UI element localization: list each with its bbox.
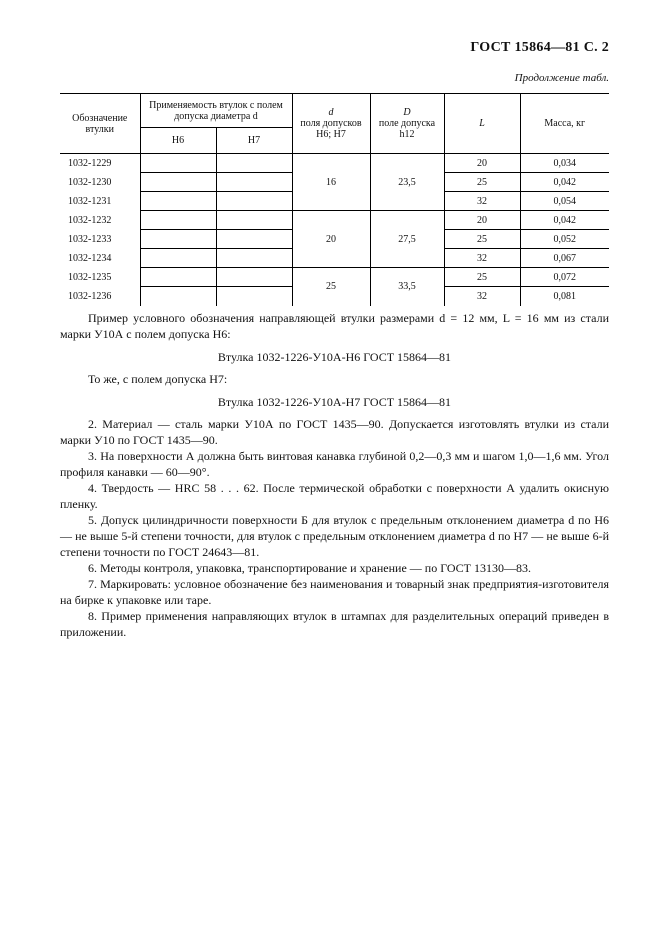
group-d: 20	[292, 211, 370, 268]
bushing-table	[60, 93, 609, 306]
same-h7-label: То же, с полем допуска Н7:	[88, 372, 228, 386]
header-d: d поля допусков Н6; Н7	[292, 94, 370, 154]
header-h6: Н6	[140, 128, 216, 154]
group-d: 16	[292, 154, 370, 211]
paragraph-4: 4. Твердость — HRC 58 . . . 62. После термической обработки с поверхности А удалить окисную пленку.	[60, 481, 609, 511]
header-designation: Обозначение втулки	[60, 94, 140, 154]
table-continuation-label: Продолжение табл.	[514, 72, 609, 84]
table-row: 1032-1231 32 0,054	[60, 192, 609, 211]
header-L: L	[444, 94, 520, 154]
body-text	[60, 310, 609, 640]
table-row: 1032-1236 32 0,081	[60, 287, 609, 306]
example-intro: Пример условного обозначения направляющей втулки размерами d = 12 мм, L = 16 мм из стали марки У10А с полем допуска Н6:	[60, 311, 609, 341]
page-header: ГОСТ 15864—81 С. 2	[470, 40, 609, 55]
paragraph-8: 8. Пример применения направляющих втулок в штампах для разделительных операций приведен в приложении.	[60, 609, 609, 639]
paragraph-7: 7. Маркировать: условное обозначение без наименования и товарный знак предприятия-изготовителя на бирке к упаковке или таре.	[60, 577, 609, 607]
example-designation-h7: Втулка 1032-1226-У10А-Н7 ГОСТ 15864—81	[217, 395, 452, 409]
example-designation-h6: Втулка 1032-1226-У10А-Н6 ГОСТ 15864—81	[217, 350, 452, 364]
paragraph-5: 5. Допуск цилиндричности поверхности Б для втулок с предельным отклонением диаметра d по Н6 — не выше 5-й степени точности, для втулок с предельным отклонением диаметра d по Н7 — не выше 6-й степени точности по ГОСТ 24643—81.	[60, 513, 609, 559]
header-applicability: Применяемость втулок с полем допуска диаметра d	[140, 94, 292, 128]
header-h7: Н7	[216, 128, 292, 154]
paragraph-2: 2. Материал — сталь марки У10А по ГОСТ 1435—90. Допускается изготовлять втулки из стали марки У10 по ГОСТ 1435—90.	[60, 417, 609, 447]
paragraph-6: 6. Методы контроля, упаковка, транспортирование и хранение — по ГОСТ 13130—83.	[88, 561, 532, 575]
header-mass: Масса, кг	[520, 94, 609, 154]
table-row: 1032-1235 25 33,5 25 0,072	[60, 268, 609, 287]
paragraph-3: 3. На поверхности А должна быть винтовая канавка глубиной 0,2—0,3 мм и шагом 1,0—1,6 мм. Угол профиля канавки — 60—90°.	[60, 449, 609, 479]
group-D: 23,5	[370, 154, 444, 211]
header-D: D поле допуска h12	[370, 94, 444, 154]
table-row: 1032-1234 32 0,067	[60, 249, 609, 268]
table-row: 1032-1233 25 0,052	[60, 230, 609, 249]
group-D: 27,5	[370, 211, 444, 268]
table-row: 1032-1232 20 27,5 20 0,042	[60, 211, 609, 230]
group-d: 25	[292, 268, 370, 306]
group-D: 33,5	[370, 268, 444, 306]
table-row: 1032-1229 16 23,5 20 0,034	[60, 154, 609, 173]
table-row: 1032-1230 25 0,042	[60, 173, 609, 192]
